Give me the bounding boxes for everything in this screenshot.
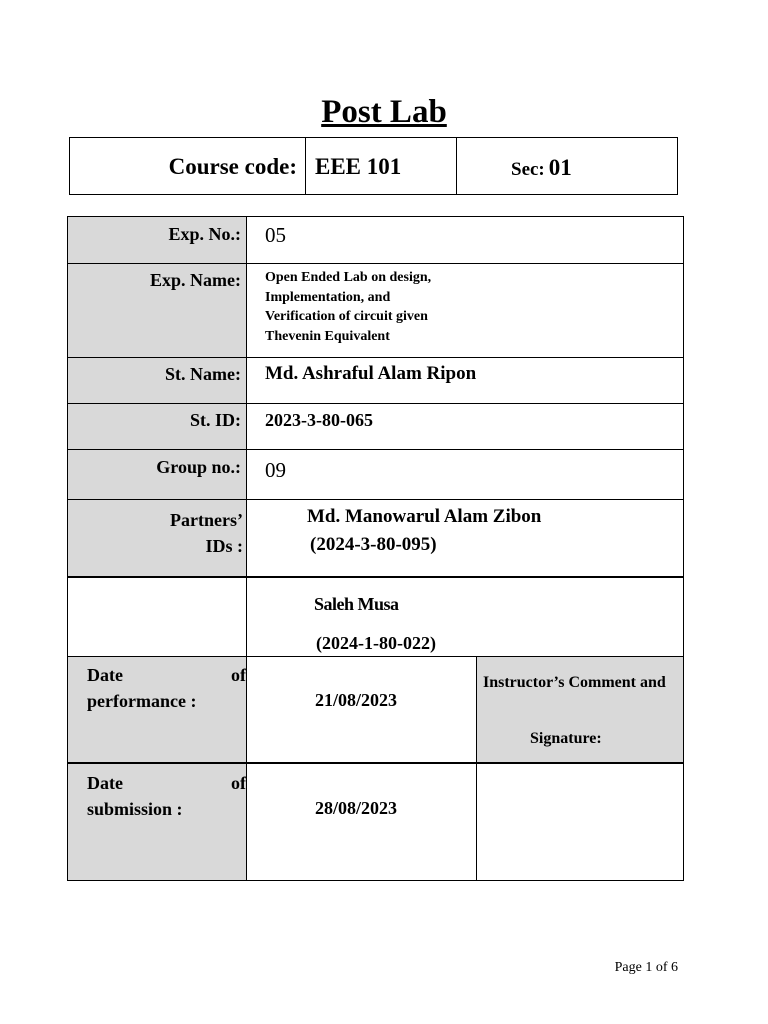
performance-date-value: 21/08/2023	[315, 690, 398, 710]
submission-label-word: of	[231, 773, 246, 793]
row-border	[67, 880, 684, 881]
column-border	[476, 656, 477, 881]
instructor-comment-label: Instructor’s Comment and	[483, 674, 666, 691]
column-border	[683, 216, 684, 881]
submission-label-line: submission :	[87, 799, 183, 819]
group-no-label: Group no.:	[156, 457, 241, 477]
partner-2-name: Saleh Musa	[314, 594, 399, 614]
instructor-signature-label: Signature:	[530, 730, 602, 747]
partners-label-line: IDs :	[205, 536, 243, 556]
student-id-label: St. ID:	[189, 410, 241, 430]
page-number: Page 1 of 6	[614, 960, 678, 975]
row-border	[67, 357, 684, 358]
section	[511, 155, 572, 181]
section-value: 01	[548, 155, 572, 180]
exp-no-label: Exp. No.:	[168, 224, 241, 244]
course-code-label: Course code:	[168, 154, 297, 179]
divider	[456, 138, 457, 194]
exp-name-line: Open Ended Lab on design,	[265, 270, 432, 285]
page-title: Post Lab	[321, 94, 447, 130]
partners-label	[170, 507, 243, 559]
row-border	[67, 449, 684, 450]
exp-name-value	[265, 268, 431, 346]
column-border	[246, 216, 247, 881]
row-border	[67, 216, 684, 217]
student-id-value: 2023-3-80-065	[265, 410, 373, 430]
row-border	[67, 762, 684, 764]
exp-name-line: Thevenin Equivalent	[265, 328, 390, 344]
divider	[305, 138, 306, 194]
partners-label-line: Partners’	[170, 510, 243, 530]
partner-1-name: Md. Manowarul Alam Zibon	[307, 506, 542, 527]
student-name-label: St. Name:	[165, 364, 241, 384]
section-label: Sec:	[511, 159, 545, 180]
row-border	[67, 576, 684, 578]
performance-label-word: Date	[87, 665, 123, 685]
exp-name-label: Exp. Name:	[150, 270, 241, 290]
row-border	[67, 499, 684, 500]
performance-date-label	[87, 662, 246, 714]
group-no-value: 09	[265, 458, 286, 482]
performance-label-line: performance :	[87, 691, 197, 711]
row-border	[67, 263, 684, 264]
submission-date-value: 28/08/2023	[315, 798, 398, 818]
submission-label-word: Date	[87, 773, 123, 793]
course-code-value: EEE 101	[315, 154, 402, 179]
course-info-box	[69, 137, 678, 195]
student-name-value: Md. Ashraful Alam Ripon	[265, 363, 477, 384]
submission-date-label	[87, 770, 246, 822]
info-table	[67, 216, 684, 881]
partner-1-id: (2024-3-80-095)	[310, 534, 437, 555]
exp-name-line: Verification of circuit given	[265, 309, 428, 324]
exp-name-line: Implementation, and	[265, 289, 391, 305]
partner-2-id: (2024-1-80-022)	[316, 633, 436, 653]
column-border	[67, 216, 68, 881]
row-border	[67, 403, 684, 404]
performance-label-word: of	[231, 665, 246, 685]
exp-no-value: 05	[265, 223, 286, 247]
row-border	[67, 656, 684, 657]
